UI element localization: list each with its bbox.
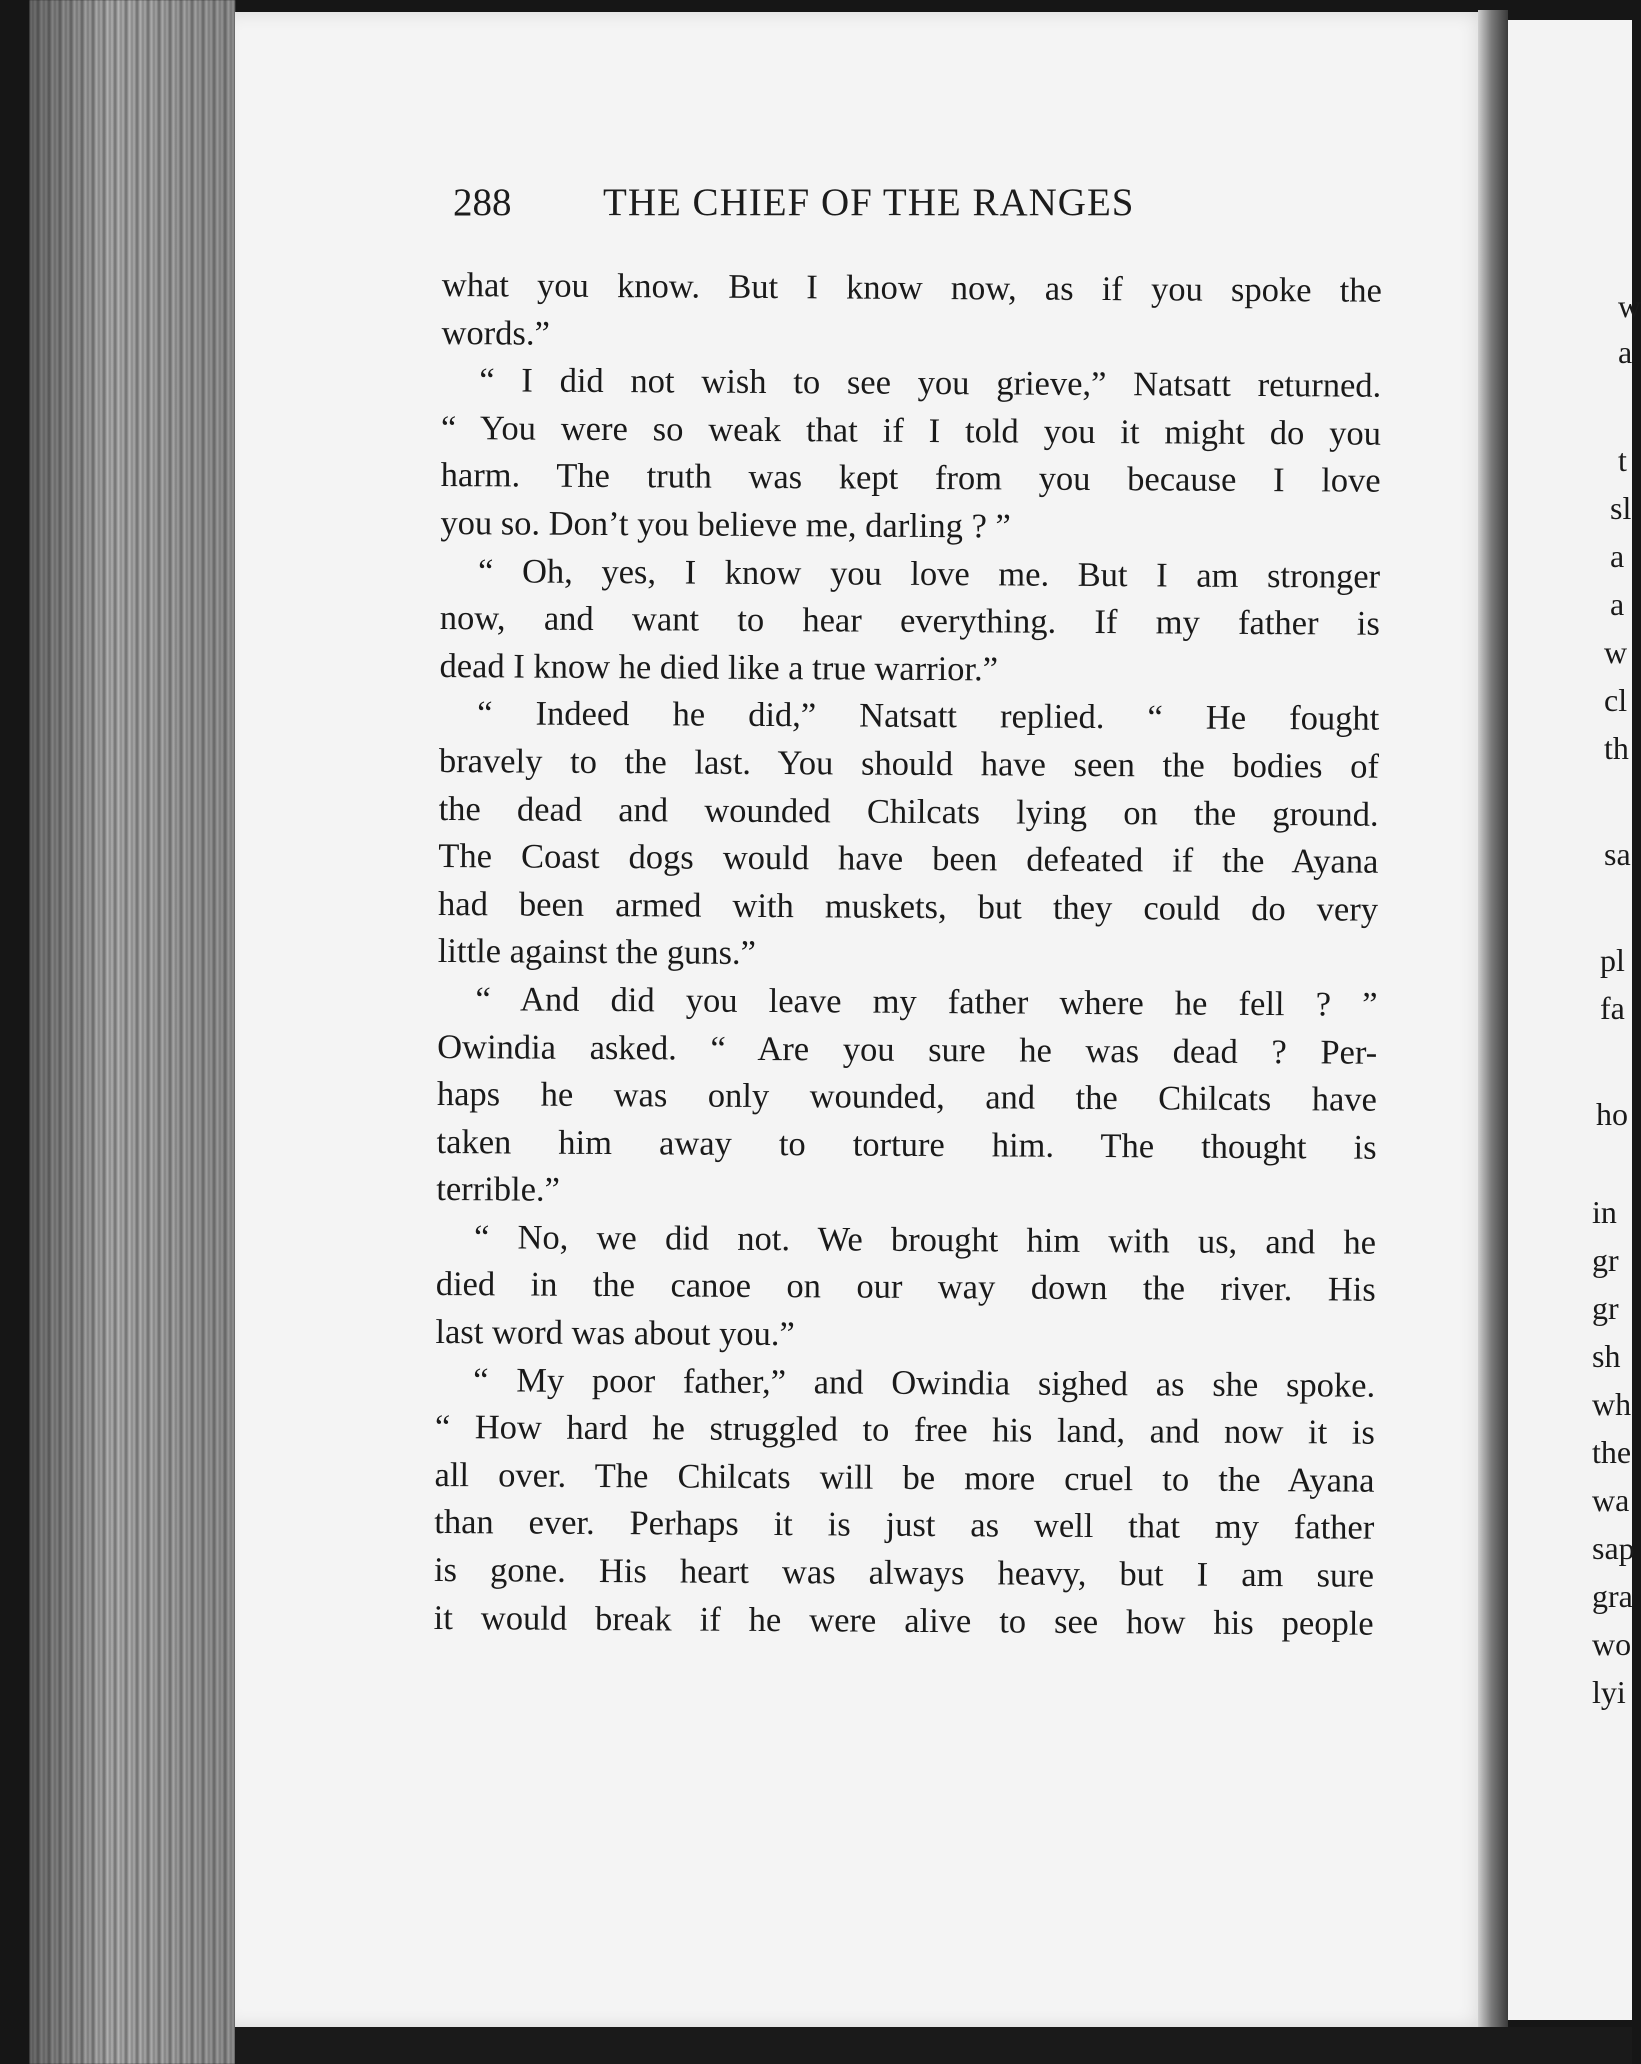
text-line: “ And did you leave my father where he fell ? ” (475, 980, 1378, 1024)
fragment-text: a (1610, 586, 1625, 622)
text-line: “ I did not wish to see you grieve,” Natsatt returned. (479, 361, 1382, 405)
text-line: you so. Don’t you believe me, darling ? ” (440, 503, 1011, 546)
fragment-text: gr (1592, 1242, 1619, 1278)
fragment-text: wo (1592, 1626, 1632, 1662)
text-line: last word was about you.” (435, 1313, 795, 1354)
fragment-text: ho (1596, 1096, 1628, 1132)
fragment-text: wh (1592, 1386, 1632, 1422)
text-line: “ Indeed he did,” Natsatt replied. “ He fought (477, 694, 1380, 739)
text-line: “ You were so weak that if I told you it might do you (440, 408, 1382, 453)
fragment-text: pl (1600, 942, 1625, 978)
fragment-text: wa (1592, 1482, 1630, 1518)
scan-bottom-border (235, 2027, 1632, 2064)
text-line: Owindia asked. “ Are you sure he was dead ? Per- (437, 1027, 1378, 1072)
text-line: died in the canoe on our way down the river. His (435, 1265, 1376, 1310)
text-line: haps he was only wounded, and the Chilcats have (436, 1075, 1378, 1119)
text-line: taken him away to torture him. The thought is (436, 1122, 1377, 1167)
text-line: had been armed with muskets, but they could do very (437, 884, 1379, 929)
running-head: THE CHIEF OF THE RANGES (603, 181, 1135, 224)
text-line: terrible.” (436, 1170, 560, 1210)
page-edge-shadow (30, 0, 235, 2064)
fragment-text: a (1618, 334, 1633, 370)
fragment-text: the (1592, 1434, 1632, 1470)
text-line: “ How hard he struggled to free his land, and now it is (434, 1408, 1375, 1452)
fragment-text: gra (1592, 1578, 1633, 1614)
fragment-text: th (1604, 730, 1629, 766)
text-line: harm. The truth was kept from you because I love (440, 456, 1381, 501)
text-line: bravely to the last. You should have seen the bodies of (438, 741, 1380, 786)
text-line: “ My poor father,” and Owindia sighed as she spoke. (473, 1360, 1376, 1405)
text-line: “ Oh, yes, I know you love me. But I am stronger (477, 551, 1381, 596)
page-header (453, 180, 1243, 240)
fragment-text: sh (1592, 1338, 1621, 1374)
text-line: what you know. But I know now, as if you spoke the (441, 265, 1382, 310)
fragment-text: sl (1610, 490, 1632, 526)
text-line: all over. The Chilcats will be more cruel to the Ayana (434, 1455, 1375, 1500)
body-text (434, 262, 1382, 1648)
text-line: “ No, we did not. We brought him with us, and he (473, 1218, 1377, 1262)
fragment-text: w (1604, 634, 1628, 670)
fragment-text: t (1618, 442, 1627, 478)
text-line: The Coast dogs would have been defeated if the Ayana (438, 837, 1379, 881)
fragment-text: a (1610, 538, 1625, 574)
text-line: is gone. His heart was always heavy, but I am sure (433, 1551, 1375, 1595)
text-line: it would break if he were alive to see how his people (433, 1598, 1374, 1643)
fragment-text: cl (1604, 682, 1628, 718)
text-line: dead I know he died like a true warrior.” (439, 646, 999, 689)
fragment-text: sap (1592, 1530, 1635, 1566)
fragment-text: gr (1592, 1290, 1619, 1326)
book-gutter (1478, 10, 1508, 2040)
text-line: little against the guns.” (437, 932, 757, 973)
fragment-text: lyi (1592, 1674, 1626, 1710)
text-line: words.” (441, 313, 550, 353)
fragment-text: in (1592, 1194, 1617, 1230)
text-line: now, and want to hear everything. If my father is (439, 599, 1380, 643)
page-number: 288 (453, 181, 512, 224)
text-line: the dead and wounded Chilcats lying on the ground. (438, 789, 1379, 834)
text-line: than ever. Perhaps it is just as well that my father (434, 1503, 1375, 1548)
fragment-text: fa (1600, 990, 1625, 1026)
fragment-text: sa (1604, 836, 1631, 872)
fragment-text: w (1618, 288, 1641, 324)
